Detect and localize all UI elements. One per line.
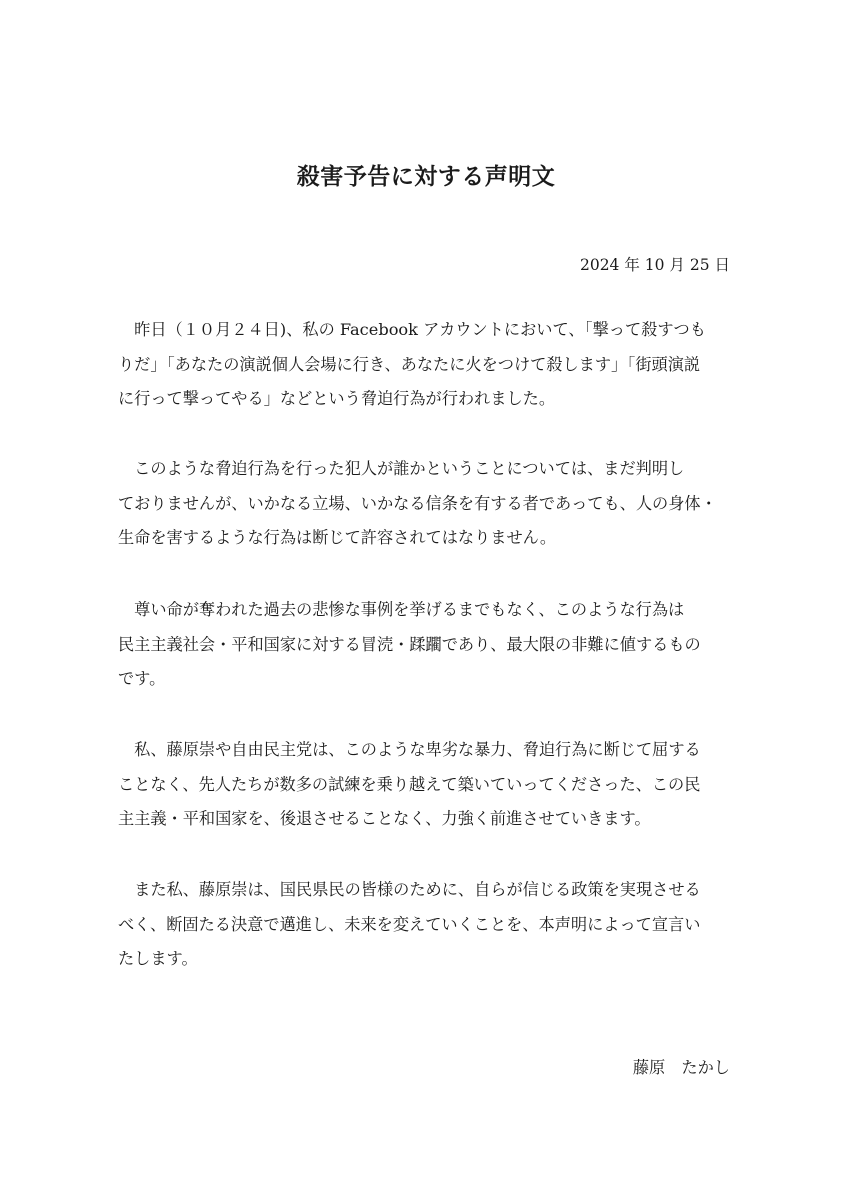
paragraph-3-line-1: 尊い命が奪われた過去の悲惨な事例を挙げるまでもなく、このような行為は xyxy=(118,600,685,619)
paragraph-5 xyxy=(118,873,738,977)
paragraph-1-line-2: りだ」「あなたの演説個人会場に行き、あなたに火をつけて殺します」「街頭演説 xyxy=(118,354,701,374)
paragraph-2-line-3: 生命を害するような行為は断じて許容されてはなりません。 xyxy=(118,528,557,547)
document-date: 2024 年 10 月 25 日 xyxy=(579,256,730,274)
paragraph-4-line-1: 私、藤原崇や自由民主党は、このような卑劣な暴力、脅迫行為に断じて屈する xyxy=(118,740,701,759)
paragraph-2-line-2: ておりませんが、いかなる立場、いかなる信条を有する者であっても、人の身体・ xyxy=(118,493,717,513)
paragraph-4-line-2: ことなく、先人たちが数多の試練を乗り越えて築いていってくださった、この民 xyxy=(118,774,701,794)
paragraph-3-line-2: 民主主義社会・平和国家に対する冒涜・蹂躙であり、最大限の非難に値するもの xyxy=(118,634,701,654)
paragraph-3 xyxy=(118,593,738,697)
paragraph-5-line-3: たします。 xyxy=(118,949,198,968)
paragraph-4 xyxy=(118,733,738,837)
paragraph-1-line-3: に行って撃ってやる」などという脅迫行為が行われました。 xyxy=(118,389,556,408)
paragraph-1 xyxy=(118,313,738,417)
document-title: 殺害予告に対する声明文 xyxy=(296,163,556,190)
paragraph-1-line-1: 昨日（１０月２４日)、私の Facebook アカウントにおいて、「撃って殺すつも xyxy=(118,320,706,339)
paragraph-4-line-3: 主主義・平和国家を、後退させることなく、力強く前進させていきます。 xyxy=(118,809,651,828)
paragraph-5-line-2: べく、断固たる決意で邁進し、未来を変えていくことを、本声明によって宣言い xyxy=(118,914,701,934)
paragraph-2-line-1: このような脅迫行為を行った犯人が誰かということについては、まだ判明し xyxy=(118,459,685,478)
paragraph-5-line-1: また私、藤原崇は、国民県民の皆様のために、自らが信じる政策を実現させる xyxy=(118,880,701,899)
paragraph-3-line-3: です。 xyxy=(118,669,166,688)
signature: 藤原 たかし xyxy=(632,1058,730,1077)
paragraph-2 xyxy=(118,452,738,556)
